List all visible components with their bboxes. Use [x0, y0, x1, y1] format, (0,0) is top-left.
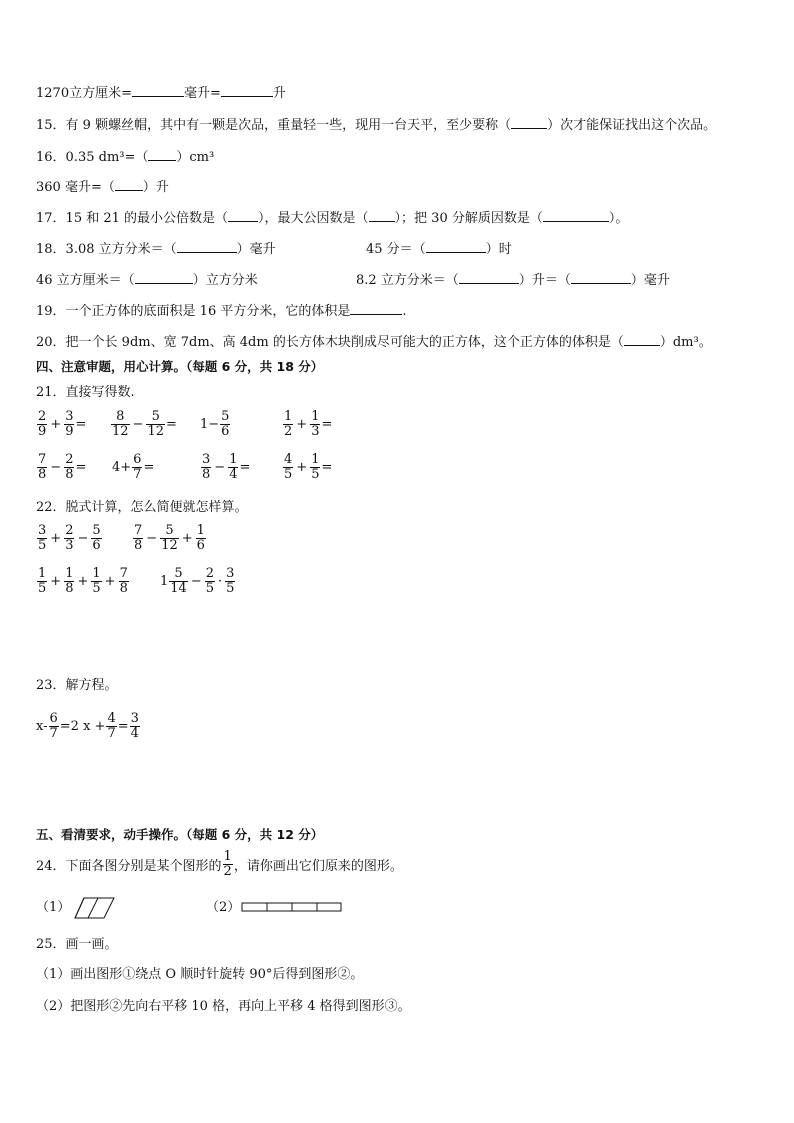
q18b-c: 8.2 立方分米＝（	[356, 273, 459, 288]
fraction: $\frac{2}{9}$	[38, 409, 47, 439]
answer-blank[interactable]	[177, 240, 237, 253]
answer-blank[interactable]	[350, 302, 402, 315]
q16-post: ）cm³	[176, 150, 215, 165]
fraction: $\frac{5}{12}$	[161, 523, 178, 553]
q21-item: $\frac{1}{2}$ + $\frac{1}{3}$ =	[284, 409, 333, 439]
q21-title: 21．直接写得数.	[36, 385, 135, 400]
fraction: $\frac{5}{14}$	[170, 566, 187, 596]
fraction: $\frac{1}{2}$	[223, 849, 232, 879]
q25-part-1: （1）画出图形①绕点 O 顺时针旋转 90°后得到图形②。	[36, 967, 364, 982]
fraction: $\frac{7}{8}$	[119, 566, 128, 596]
q24-fig2-label: （2）	[206, 900, 241, 915]
q18b-line	[36, 271, 258, 289]
q20-b: ）dm³。	[659, 335, 712, 350]
q17-line	[36, 209, 628, 227]
q15-line	[36, 116, 716, 134]
q18-c: 45 分＝（	[366, 242, 426, 257]
q15-tail: ）次才能保证找出这个次品。	[547, 118, 717, 133]
fraction: $\frac{1}{5}$	[38, 566, 47, 596]
fraction: $\frac{4}{5}$	[284, 452, 293, 482]
fraction: $\frac{3}{4}$	[130, 711, 139, 741]
q22-expr-2: $\frac{7}{8}$ − $\frac{5}{12}$ + $\frac{1}{6}$	[134, 523, 205, 553]
fraction: $\frac{4}{7}$	[107, 711, 116, 741]
fraction: $\frac{1}{6}$	[196, 523, 205, 553]
answer-blank[interactable]	[148, 148, 176, 161]
answer-blank[interactable]	[426, 240, 486, 253]
fraction: $\frac{3}{5}$	[38, 523, 47, 553]
answer-blank[interactable]	[543, 209, 609, 222]
fraction: $\frac{1}{2}$	[284, 409, 293, 439]
section-4-heading: 四、注意审题，用心计算。（每题 6 分，共 18 分）	[36, 359, 324, 374]
fraction: $\frac{1}{8}$	[65, 566, 74, 596]
q22-expr-4: 1 $\frac{5}{14}$ − $\frac{2}{5}$ · $\frac{3}{5}$	[160, 566, 235, 596]
q15-text: 15．有 9 颗螺丝帽，其中有一颗是次品，重量轻一些，现用一台天平，至少要称（	[36, 118, 512, 133]
answer-blank[interactable]	[369, 209, 395, 222]
fraction: $\frac{1}{5}$	[92, 566, 101, 596]
answer-blank[interactable]	[135, 271, 193, 284]
q16b-post: ）升	[142, 180, 169, 195]
answer-blank[interactable]	[624, 333, 660, 346]
answer-blank[interactable]	[221, 84, 273, 97]
q18-right	[366, 240, 512, 258]
q19-a: 19．一个正方体的底面积是 16 平方分米，它的体积是	[36, 304, 351, 319]
answer-blank[interactable]	[571, 271, 631, 284]
fraction: $\frac{7}{8}$	[134, 523, 143, 553]
q19-b: .	[402, 304, 407, 319]
q25-title: 25．画一画。	[36, 937, 118, 952]
q21-item: 1− $\frac{5}{6}$	[200, 409, 230, 439]
q18b-d: ）升＝（	[518, 273, 571, 288]
q21-item: $\frac{8}{12}$ − $\frac{5}{12}$ =	[112, 409, 177, 439]
q22-expr-3: $\frac{1}{5}$ + $\frac{1}{8}$ + $\frac{1}{5}$ + $\frac{7}{8}$	[38, 566, 128, 596]
fraction: $\frac{1}{4}$	[229, 452, 238, 482]
answer-blank[interactable]	[115, 178, 143, 191]
fraction: $\frac{2}{5}$	[205, 566, 215, 596]
fraction: $\frac{3}{9}$	[65, 409, 74, 439]
fraction: $\frac{5}{6}$	[92, 523, 101, 553]
fraction: $\frac{3}{8}$	[202, 452, 211, 482]
q18b-e: ）毫升	[630, 273, 670, 288]
q16-pre: 16．0.35 dm³=（	[36, 150, 149, 165]
q21-item: $\frac{3}{8}$ − $\frac{1}{4}$ =	[202, 452, 251, 482]
q24-text: 24．下面各图分别是某个图形的 $\frac{1}{2}$ ，请你画出它们原来的图形。	[36, 849, 403, 879]
q18-line	[36, 240, 276, 258]
q22-title: 22．脱式计算，怎么简便就怎样算。	[36, 500, 248, 515]
parallelogram-half-figure	[74, 896, 118, 920]
q22-expr-1: $\frac{3}{5}$ + $\frac{2}{3}$ − $\frac{5}{6}$	[38, 523, 101, 553]
section-5-heading: 五、看清要求，动手操作。（每题 6 分，共 12 分）	[36, 827, 324, 842]
q20-line	[36, 333, 712, 351]
fraction: $\frac{5}{6}$	[221, 409, 230, 439]
fraction: $\frac{6}{7}$	[133, 452, 142, 482]
q21-item: 4+ $\frac{6}{7}$ =	[112, 452, 155, 482]
q14-part-a: 1270立方厘米=	[36, 86, 132, 101]
q21-item: $\frac{2}{9}$ + $\frac{3}{9}$ =	[38, 409, 87, 439]
fraction: $\frac{8}{12}$	[112, 409, 129, 439]
q18-a: 18．3.08 立方分米＝（	[36, 242, 177, 257]
fraction: $\frac{6}{7}$	[49, 711, 58, 741]
q17-c: ）；把 30 分解质因数是（	[394, 211, 543, 226]
q18b-right	[356, 271, 670, 289]
answer-blank[interactable]	[511, 116, 547, 129]
fraction: $\frac{5}{12}$	[147, 409, 164, 439]
fraction: $\frac{2}{8}$	[65, 452, 74, 482]
q18b-a: 46 立方厘米＝（	[36, 273, 135, 288]
q14-line	[36, 84, 286, 102]
fraction: $\frac{2}{3}$	[65, 523, 74, 553]
fraction: $\frac{1}{5}$	[311, 452, 320, 482]
q21-item: $\frac{7}{8}$ − $\frac{2}{8}$ =	[38, 452, 87, 482]
q24-fig1-label: （1）	[36, 900, 71, 915]
q17-a: 17．15 和 21 的最小公倍数是（	[36, 211, 229, 226]
q20-a: 20．把一个长 9dm、宽 7dm、高 4dm 的长方体木块削成尽可能大的正方体，这个正方体的体积是（	[36, 335, 624, 350]
q25-part-2: （2）把图形②先向右平移 10 格，再向上平移 4 格得到图形③。	[36, 999, 411, 1014]
q18b-b: ）立方分米	[192, 273, 258, 288]
q14-part-c: 升	[272, 86, 286, 101]
fraction: $\frac{3}{5}$	[226, 566, 235, 596]
fraction: $\frac{1}{3}$	[311, 409, 320, 439]
q21-item: $\frac{4}{5}$ + $\frac{1}{5}$ =	[284, 452, 333, 482]
q18-b: ）毫升	[236, 242, 276, 257]
q16b-pre: 360 毫升=（	[36, 180, 115, 195]
q18-d: ）时	[485, 242, 512, 257]
q23-title: 23．解方程。	[36, 678, 118, 693]
answer-blank[interactable]	[459, 271, 519, 284]
rectangle-half-figure	[241, 902, 343, 914]
answer-blank[interactable]	[132, 84, 184, 97]
q17-d: ）。	[608, 211, 629, 226]
q17-b: ），最大公因数是（	[258, 211, 369, 226]
answer-blank[interactable]	[228, 209, 258, 222]
q14-part-b: 毫升=	[183, 86, 221, 101]
fraction: $\frac{7}{8}$	[38, 452, 47, 482]
q19-line	[36, 302, 407, 320]
q16b-line	[36, 178, 169, 196]
q16-line	[36, 148, 214, 166]
q23-equation: x- $\frac{6}{7}$ =2 x + $\frac{4}{7}$ = $\frac{3}{4}$	[36, 711, 139, 741]
